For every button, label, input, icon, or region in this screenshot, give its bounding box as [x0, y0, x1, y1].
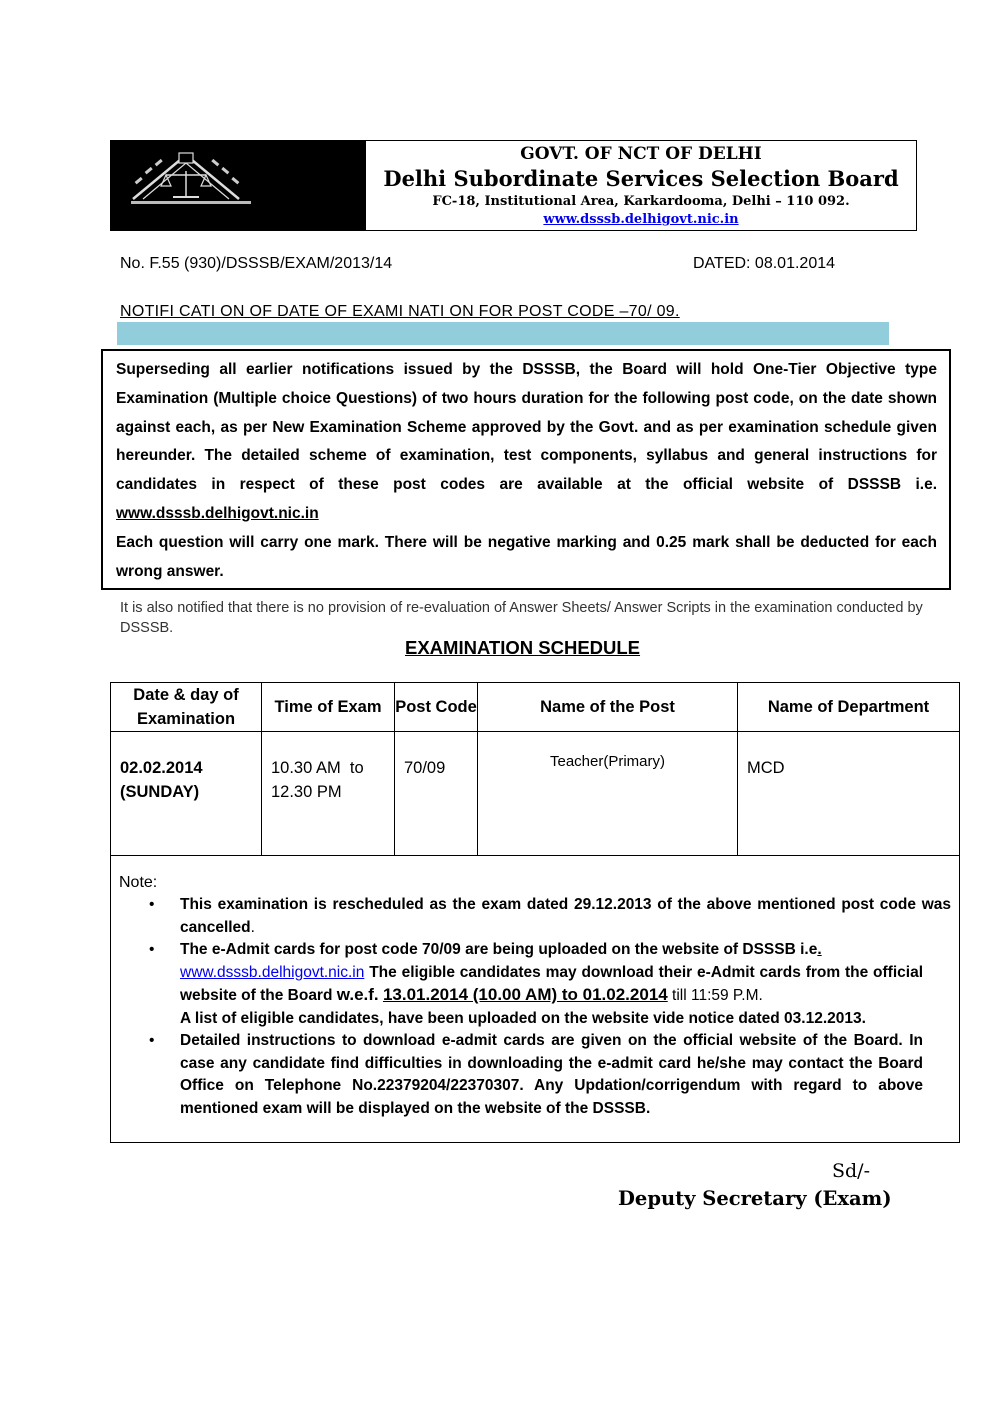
intro-text: Superseding all earlier notifications issued by the DSSSB, the Board will hold One-Tier Objective type Examination (Multiple choice Questions) of two hours duration for the following post code, on the date shown against each, as per New Examination Scheme approved by the Govt. and as per examination schedule given hereunder. The detailed scheme of examination, test components, syllabus and general instructions for candidates in respect of these post codes are available at the official website of DSSSB i.e. [116, 361, 937, 494]
board-website-link[interactable]: www.dsssb.delhigovt.nic.in [543, 212, 739, 227]
intro-website-link[interactable]: www.dsssb.delhigovt.nic.in [116, 504, 319, 522]
cell-time [262, 732, 395, 856]
table-row [111, 732, 960, 856]
note-label: Note: [119, 874, 158, 891]
time-to: 12.30 PM [271, 783, 342, 801]
board-name: Delhi Subordinate Services Selection Board [383, 166, 899, 191]
board-address: FC-18, Institutional Area, Karkardooma, Delhi – 110 092. [432, 194, 850, 209]
reference-number: No. F.55 (930)/DSSSB/EXAM/2013/14 [120, 255, 393, 272]
letterhead [110, 140, 917, 231]
cell-department: MCD [738, 732, 960, 856]
title-highlight-bar [117, 322, 889, 345]
admit-card-website-link[interactable]: www.dsssb.delhigovt.nic.in [180, 963, 365, 981]
exam-day: (SUNDAY) [120, 783, 200, 801]
cell-post-name: Teacher(Primary) [478, 732, 738, 856]
header-department: Name of Department [738, 683, 960, 732]
organization-info [366, 141, 916, 230]
govt-heading: GOVT. OF NCT OF DELHI [520, 144, 762, 164]
notification-title: NOTIFI CATI ON OF DATE OF EXAMI NATI ON FOR POST CODE –70/ 09. [120, 303, 680, 320]
marking-paragraph: Each question will carry one mark. There will be negative marking and 0.25 mark shall be deducted for each wrong answer. [116, 533, 937, 580]
signatory-designation: Deputy Secretary (Exam) [618, 1187, 892, 1210]
cell-post-code: 70/09 [395, 732, 478, 856]
header-post-code: Post Code [395, 683, 478, 732]
header-time: Time of Exam [262, 683, 395, 732]
signature-mark: Sd/- [832, 1160, 870, 1182]
intro-box [101, 349, 951, 590]
time-from: 10.30 AM to [271, 759, 364, 777]
list-item: • The e-Admit cards for post code 70/09 are being uploaded on the website of DSSSB i.e. www.dsssb.delhigovt.nic.in The eligible candidates may download their e-Admit cards from the official website of the Board w.e.f. 13.01.2014 (10.00 AM) to 01.02.2014 till 11:59 P.M. A list of eligible candidates, have been uploaded on the website vide notice dated 03.12.2013. [180, 939, 923, 1030]
exam-date: 02.02.2014 [120, 759, 203, 777]
header-date: Date & day of Examination [111, 683, 262, 732]
notes-list [119, 894, 951, 1120]
dsssb-emblem-icon [111, 141, 366, 230]
cell-date [111, 732, 262, 856]
header-post-name: Name of the Post [478, 683, 738, 732]
table-header-row [111, 683, 960, 732]
re-evaluation-notice: It is also notified that there is no provision of re-evaluation of Answer Sheets/ Answer Scripts in the examination conducted by DSSSB. [120, 600, 923, 636]
date-label: DATED: 08.01.2014 [693, 255, 836, 272]
schedule-title: EXAMINATION SCHEDULE [405, 637, 641, 658]
exam-schedule-table [110, 682, 960, 1143]
intro-paragraph [116, 356, 937, 529]
notes-row [111, 856, 960, 1143]
list-item: • This examination is rescheduled as the exam dated 29.12.2013 of the above mentioned post code was cancelled. [180, 894, 951, 939]
list-item: • Detailed instructions to download e-admit cards are given on the official website of the Board. In case any candidate find difficulties in downloading the e-admit card he/she may contact the Board Office on Telephone No.22379204/22370307. Any Updation/corrigendum with regard to above mentioned exam will be displayed on the website of the DSSSB. [180, 1030, 923, 1120]
notes-cell [111, 856, 960, 1143]
